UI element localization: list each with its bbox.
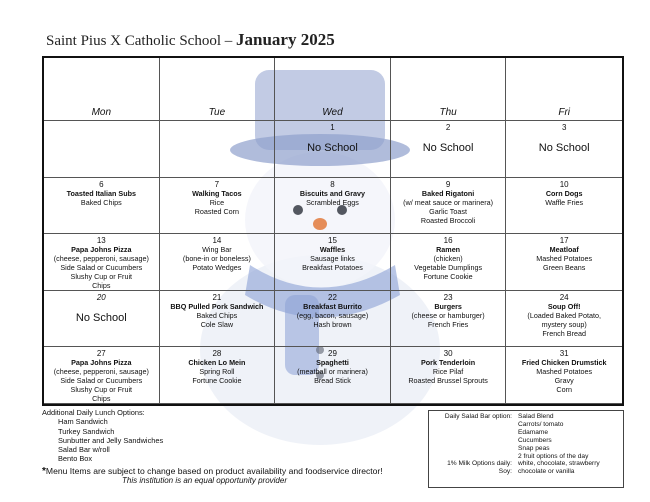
day-cell xyxy=(160,178,276,235)
day-cell xyxy=(275,178,391,235)
day-cell xyxy=(44,178,160,235)
menu-note xyxy=(42,467,422,476)
day-number: 27 xyxy=(96,349,106,359)
day-cell xyxy=(160,347,276,404)
side-item: Fortune Cookie xyxy=(423,272,473,282)
side-item: Waffle Fries xyxy=(545,197,584,207)
side-item: Corn xyxy=(556,385,572,395)
side-item: (w/ meat sauce or marinera) xyxy=(403,197,494,207)
day-number: 9 xyxy=(445,179,451,189)
day-cell xyxy=(44,234,160,291)
day-cell xyxy=(160,291,276,348)
day-cell xyxy=(391,121,507,178)
option-item: Ham Sandwich xyxy=(58,417,108,427)
entree: Biscuits and Gravy xyxy=(299,188,366,198)
day-cell xyxy=(391,234,507,291)
entree: Burgers xyxy=(434,301,462,311)
entree: Papa Johns Pizza xyxy=(71,245,132,255)
side-item: Slushy Cup or Fruit xyxy=(70,385,133,395)
side-item: Rice xyxy=(209,197,225,207)
no-school-label: No School xyxy=(538,142,590,154)
side-item: Sausage links xyxy=(310,254,355,264)
side-item: Garlic Toast xyxy=(429,206,467,216)
no-school-label: No School xyxy=(75,311,127,324)
salad-item: Cucumbers xyxy=(518,436,552,444)
salad-item: 2 fruit options of the day xyxy=(518,452,589,460)
side-item: Roasted Corn xyxy=(194,206,240,216)
entree: Spaghetti xyxy=(316,358,349,368)
day-number: 6 xyxy=(99,179,104,189)
side-item: Baked Chips xyxy=(80,197,122,207)
entree: Fried Chicken Drumstick xyxy=(521,358,607,368)
side-item: Scrambled Eggs xyxy=(306,197,359,207)
side-item: Roasted Broccoli xyxy=(420,215,476,225)
day-header-thu: Thu xyxy=(391,58,507,121)
side-item: Green Beans xyxy=(543,263,586,273)
soy-value: chocolate or vanilla xyxy=(518,468,575,476)
option-item: Salad Bar w/roll xyxy=(58,445,110,455)
soy-label: Soy: xyxy=(498,468,512,476)
milk-row xyxy=(432,460,620,468)
note-star: * xyxy=(42,465,46,477)
side-item: Mashed Potatoes xyxy=(536,254,593,264)
day-cell xyxy=(506,178,622,235)
salad-item: Snap peas xyxy=(518,444,550,452)
entree: Soup Off! xyxy=(547,301,581,311)
side-item: (chicken) xyxy=(433,254,463,264)
day-number: 13 xyxy=(96,236,106,246)
day-number: 21 xyxy=(212,292,222,302)
entree: Meatloaf xyxy=(549,245,579,255)
side-item: French Fries xyxy=(427,319,469,329)
side-item: (Loaded Baked Potato, xyxy=(527,310,601,320)
entree: Ramen xyxy=(436,245,461,255)
side-item: Gravy xyxy=(554,376,574,386)
day-number: 22 xyxy=(328,292,337,302)
milk-value: white, chocolate, strawberry xyxy=(518,460,600,468)
day-number: 16 xyxy=(443,236,453,246)
day-number: 23 xyxy=(443,292,453,302)
day-number: 31 xyxy=(559,349,569,359)
day-cell xyxy=(391,291,507,348)
additional-title: Additional Daily Lunch Options: xyxy=(42,408,145,417)
day-header-wed: Wed xyxy=(275,58,391,121)
side-item: (bone-in or boneless) xyxy=(182,254,251,264)
day-number: 30 xyxy=(443,349,453,359)
entree: Wing Bar xyxy=(202,245,232,255)
day-cell-empty xyxy=(160,121,276,178)
soy-row xyxy=(432,468,620,476)
side-item: (cheese or hamburger) xyxy=(411,310,485,320)
side-item: Breakfast Potatoes xyxy=(302,263,363,273)
side-item: Side Salad or Cucumbers xyxy=(60,263,143,273)
entree: Pork Tenderloin xyxy=(421,358,476,368)
day-cell xyxy=(391,178,507,235)
day-number: 28 xyxy=(212,349,222,359)
day-cell xyxy=(44,347,160,404)
entree: Breakfast Burrito xyxy=(303,301,362,311)
no-school-label: No School xyxy=(422,142,474,154)
side-item: (egg, bacon, sausage) xyxy=(296,310,369,320)
salad-item: Carrots/ tomato xyxy=(518,420,564,428)
day-cell xyxy=(160,234,276,291)
day-number: 2 xyxy=(445,123,451,132)
side-item: Spring Roll xyxy=(199,367,235,377)
day-header-mon: Mon xyxy=(44,58,160,121)
day-cell xyxy=(44,291,160,348)
day-cell xyxy=(391,347,507,404)
option-item: Sunbutter and Jelly Sandwiches xyxy=(58,435,164,445)
option-item: Turkey Sandwich xyxy=(58,426,115,436)
day-cell xyxy=(506,121,622,178)
day-cell xyxy=(275,234,391,291)
side-item: French Bread xyxy=(542,328,586,338)
day-header-tue: Tue xyxy=(160,58,276,121)
salad-items xyxy=(518,413,620,460)
day-cell-empty xyxy=(44,121,160,178)
salad-row xyxy=(432,413,620,460)
day-number: 1 xyxy=(330,123,335,132)
day-number: 20 xyxy=(96,292,106,302)
side-item: Chips xyxy=(92,394,111,404)
entree: Corn Dogs xyxy=(545,188,583,198)
day-number: 17 xyxy=(559,236,569,246)
milk-label: 1% Milk Options daily: xyxy=(447,460,512,468)
note-text: Menu Items are subject to change based on product availability and foodservice director! xyxy=(45,465,383,476)
side-item: (meatball or marinera) xyxy=(297,367,368,377)
entree: Baked Rigatoni xyxy=(421,188,475,198)
salad-milk-box xyxy=(428,410,624,488)
side-item: (cheese, pepperoni, sausage) xyxy=(53,254,149,264)
day-number: 3 xyxy=(561,123,567,132)
day-number: 24 xyxy=(559,292,569,302)
side-item: Rice Pilaf xyxy=(432,367,464,377)
entree: Waffles xyxy=(319,245,346,255)
side-item: Hash brown xyxy=(313,319,352,329)
no-school-label: No School xyxy=(307,142,358,154)
side-item: Chips xyxy=(92,281,111,291)
salad-label: Daily Salad Bar option: xyxy=(444,413,512,420)
equal-opportunity-note: This institution is an equal opportunity provider xyxy=(122,476,287,486)
side-item: (cheese, pepperoni, sausage) xyxy=(53,367,149,377)
side-item: Bread Stick xyxy=(314,376,351,386)
day-number: 8 xyxy=(330,179,335,189)
side-item: Side Salad or Cucumbers xyxy=(60,376,143,386)
side-item: Slushy Cup or Fruit xyxy=(70,272,133,282)
entree: Papa Johns Pizza xyxy=(71,358,132,368)
additional-options xyxy=(42,408,422,498)
salad-item: Salad Blend xyxy=(518,413,554,420)
entree: Toasted Italian Subs xyxy=(66,188,136,198)
side-item: Baked Chips xyxy=(196,310,238,320)
day-cell xyxy=(275,347,391,404)
entree: BBQ Pulled Pork Sandwich xyxy=(170,301,264,311)
calendar-grid xyxy=(42,56,624,406)
day-number: 29 xyxy=(328,349,337,359)
day-number: 15 xyxy=(328,236,337,246)
day-cell xyxy=(506,234,622,291)
day-header-fri: Fri xyxy=(506,58,622,121)
side-item: mystery soup) xyxy=(541,319,587,329)
entree: Walking Tacos xyxy=(192,188,242,198)
day-cell xyxy=(506,291,622,348)
day-cell xyxy=(275,121,391,178)
side-item: Mashed Potatoes xyxy=(536,367,593,377)
option-item: Bento Box xyxy=(58,454,93,464)
day-number: 10 xyxy=(559,179,569,189)
day-cell xyxy=(506,347,622,404)
side-item: Fortune Cookie xyxy=(192,376,242,386)
side-item: Potato Wedges xyxy=(192,263,242,273)
day-number: 7 xyxy=(214,179,220,189)
side-item: Roasted Brussel Sprouts xyxy=(408,376,488,386)
salad-item: Edamame xyxy=(518,428,549,436)
side-item: Vegetable Dumplings xyxy=(414,263,483,273)
month-title: January 2025 xyxy=(236,30,335,49)
entree: Chicken Lo Mein xyxy=(188,358,246,368)
day-number: 14 xyxy=(212,236,222,246)
school-name: Saint Pius X Catholic School – xyxy=(46,33,233,49)
side-item: Cole Slaw xyxy=(200,319,234,329)
day-cell xyxy=(275,291,391,348)
